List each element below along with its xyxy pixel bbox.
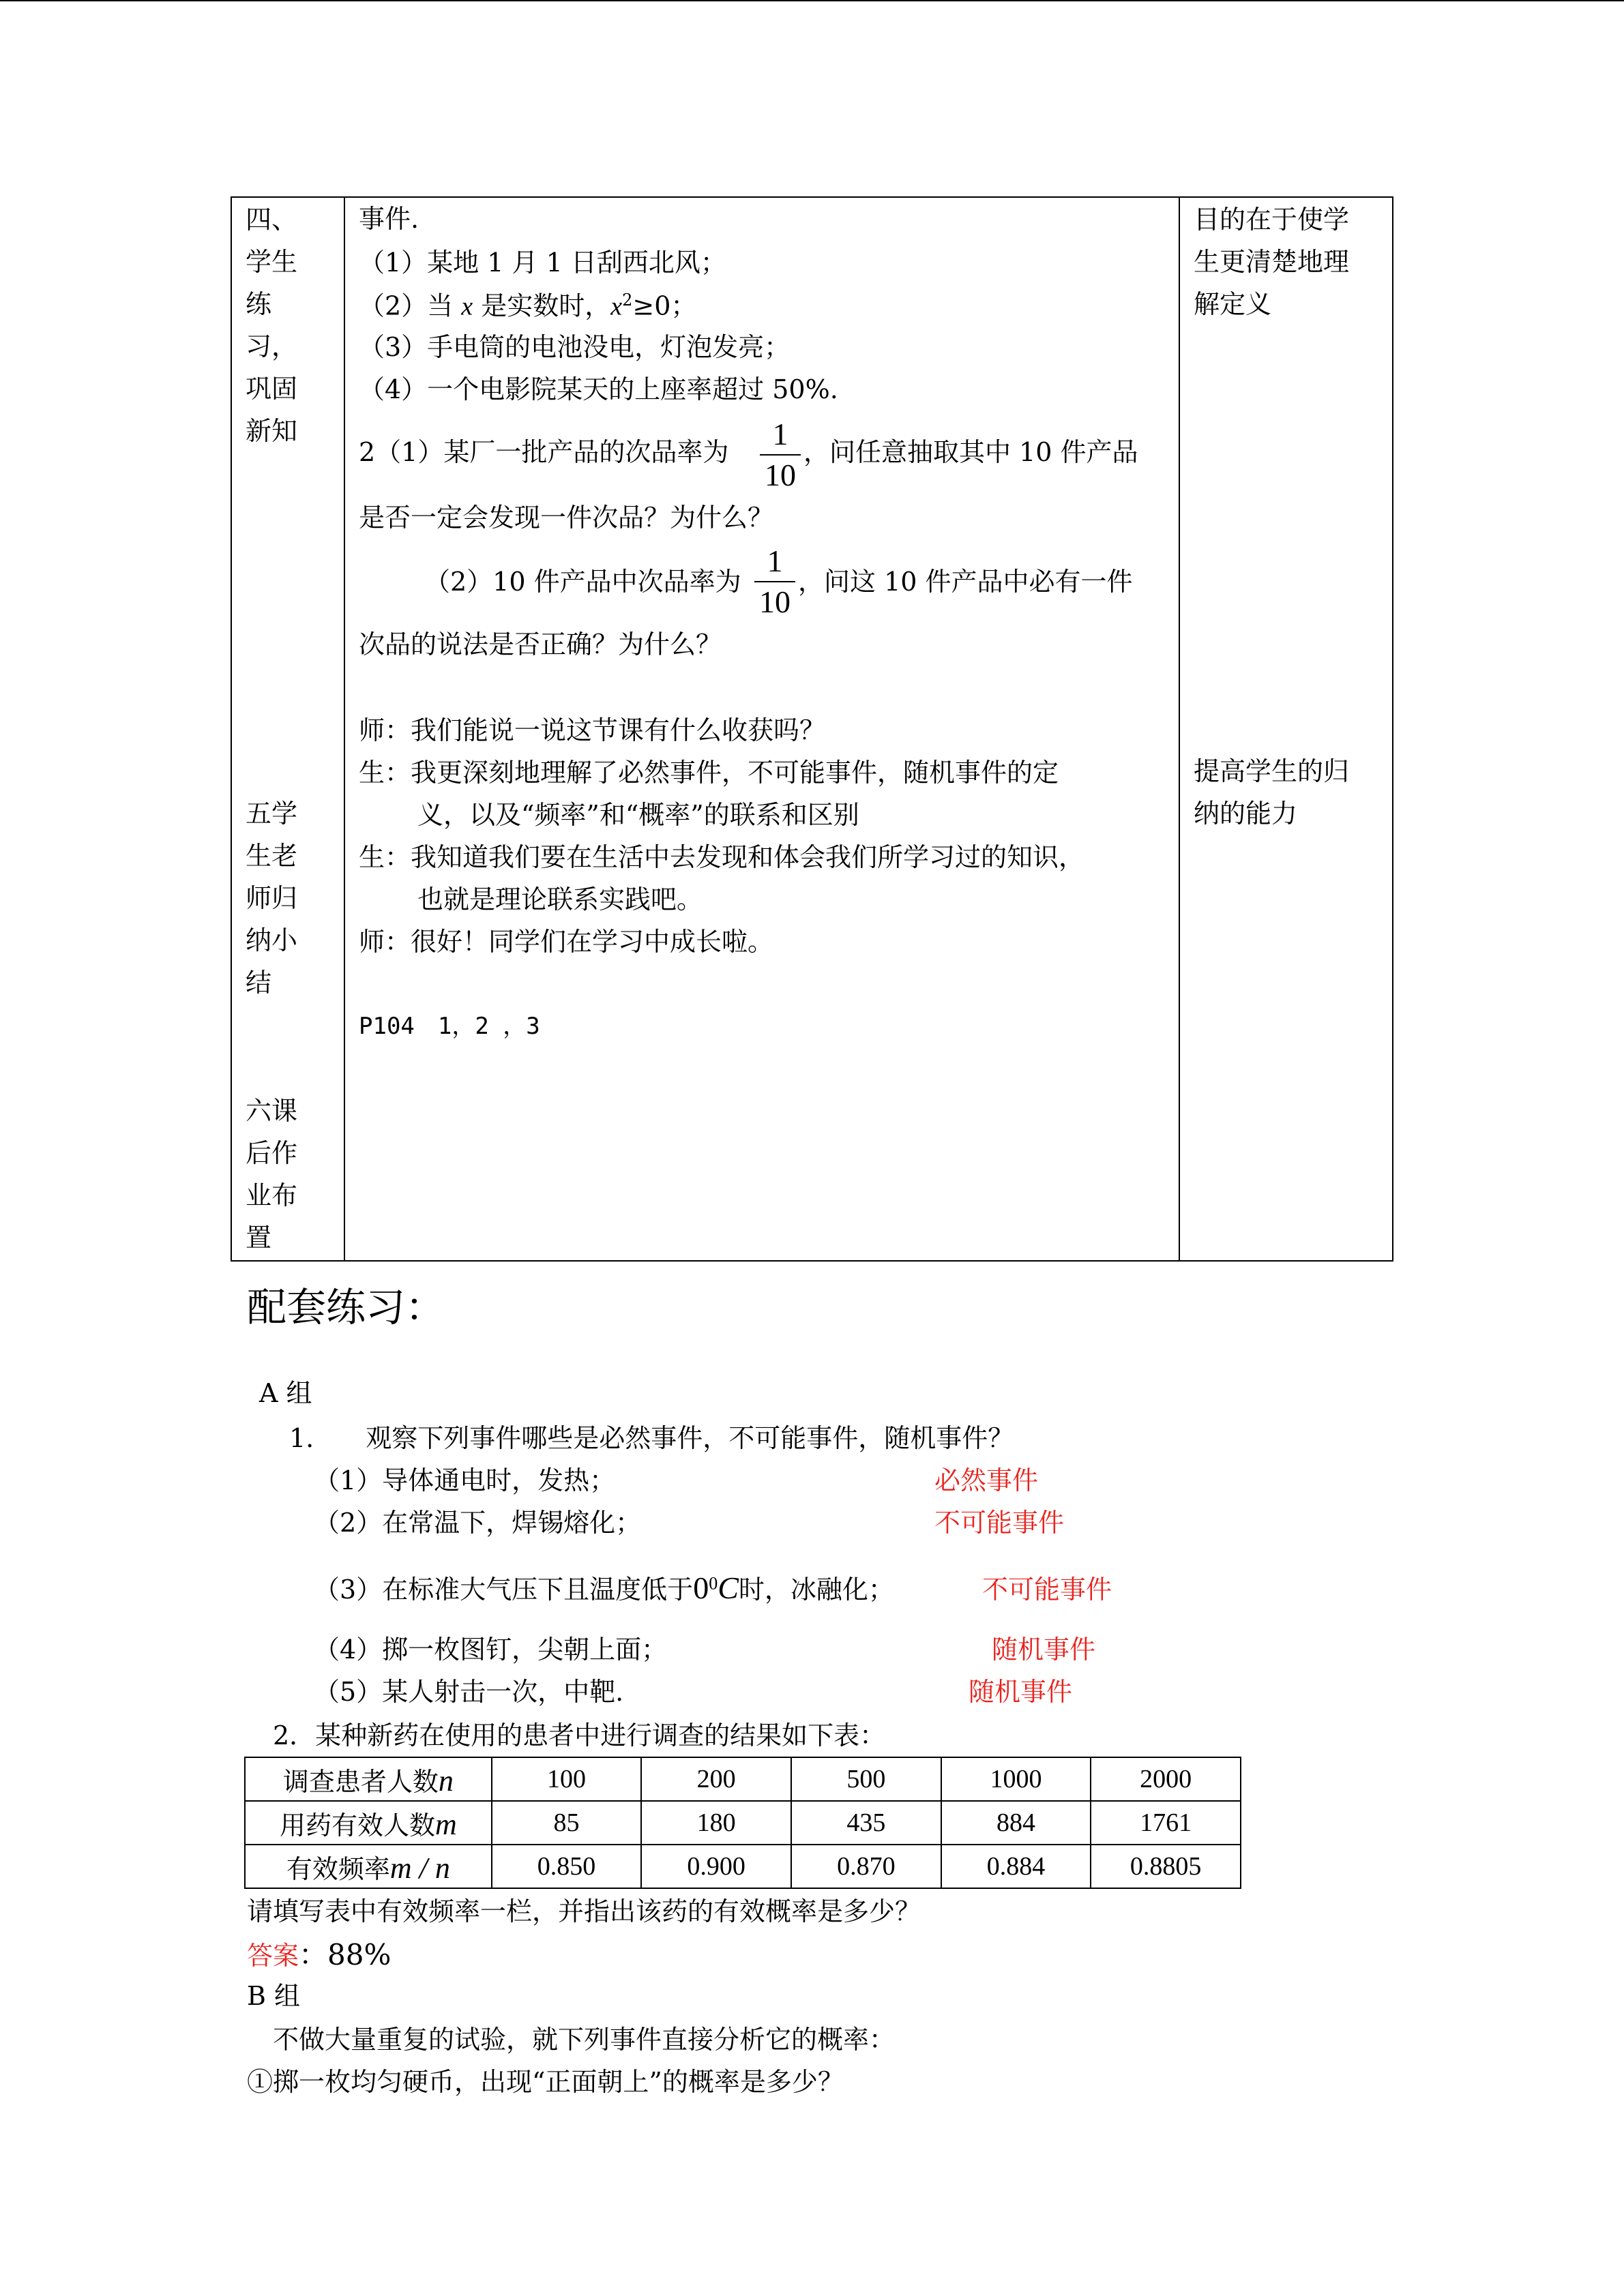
drug-survey-table bbox=[244, 1757, 1241, 1889]
section-label-line: 四、 bbox=[246, 205, 298, 235]
table-divider-1 bbox=[344, 198, 345, 1260]
math-unit-c: C bbox=[718, 1570, 739, 1605]
q1-item-5: （5）某人射击一次，中靶. bbox=[314, 1677, 624, 1707]
dialogue-student-2b: 也就是理论联系实践吧。 bbox=[417, 884, 703, 914]
row-header-label: 用药有效人数 bbox=[279, 1810, 435, 1840]
section-6-label bbox=[246, 1090, 341, 1259]
question-2-2-line2: 次品的说法是否正确？为什么？ bbox=[359, 629, 722, 659]
table-cell: 0.8805 bbox=[1091, 1845, 1241, 1888]
question-2-1-line1: 2（1）某厂一批产品的次品率为 bbox=[359, 437, 729, 467]
table-cell: 884 bbox=[941, 1801, 1091, 1845]
q1-item-3-post: 时，冰融化； bbox=[738, 1575, 894, 1605]
math-var-x: x bbox=[461, 292, 473, 321]
math-degree: 0 bbox=[709, 1573, 718, 1594]
exercise-a-question-2: 2．某种新药在使用的患者中进行调查的结果如下表： bbox=[273, 1720, 886, 1750]
section-label-line: 新知 bbox=[246, 416, 298, 446]
table-cell: 85 bbox=[492, 1801, 642, 1845]
item2-pre: （2）当 bbox=[359, 290, 462, 321]
fraction-numerator: 1 bbox=[767, 543, 783, 578]
table-cell: 0.884 bbox=[941, 1845, 1091, 1888]
table-row bbox=[245, 1801, 1241, 1845]
section-label-line: 业布 bbox=[246, 1180, 298, 1210]
section-label-line: 练 bbox=[246, 289, 272, 319]
fraction-bar bbox=[760, 454, 801, 456]
section-label-line: 五学 bbox=[246, 799, 298, 829]
section-label-line: 后作 bbox=[246, 1138, 298, 1168]
dialogue-student-2a: 生：我知道我们要在生活中去发现和体会我们所学习过的知识， bbox=[359, 842, 1085, 872]
purpose-note-line: 纳的能力 bbox=[1194, 799, 1298, 829]
content-event: 事件. bbox=[359, 204, 419, 234]
section-label-line: 师归 bbox=[246, 883, 298, 913]
table-cell: 435 bbox=[791, 1801, 941, 1845]
section-5-label bbox=[246, 792, 341, 1004]
purpose-note-2 bbox=[1194, 750, 1378, 835]
group-b-question-1: ①掷一枚均匀硬币，出现“正面朝上”的概率是多少？ bbox=[247, 2067, 844, 2097]
dialogue-teacher-2: 师：很好！同学们在学习中成长啦。 bbox=[359, 927, 774, 957]
table-row bbox=[245, 1757, 1241, 1801]
table-cell: 0.850 bbox=[492, 1845, 642, 1888]
math-var-x: x bbox=[610, 292, 623, 321]
table-cell: 1000 bbox=[941, 1757, 1091, 1801]
question-2-1-line2: 是否一定会发现一件次品？为什么？ bbox=[359, 503, 774, 533]
section-label-line: 学生 bbox=[246, 247, 298, 277]
group-b-intro: 不做大量重复的试验，就下列事件直接分析它的概率： bbox=[273, 2025, 896, 2055]
math-var: m bbox=[434, 1807, 457, 1841]
exercises-heading: 配套练习： bbox=[247, 1284, 445, 1330]
answer-value: ：88% bbox=[299, 1938, 392, 1971]
purpose-note-line: 解定义 bbox=[1194, 289, 1272, 319]
q1-answer-3: 不可能事件 bbox=[982, 1575, 1112, 1605]
q1-answer-4: 随机事件 bbox=[992, 1635, 1096, 1665]
row-header bbox=[245, 1801, 492, 1845]
question-2-1-post: ，问任意抽取其中 10 件产品 bbox=[803, 437, 1138, 467]
exercise-a-question-2-ask: 请填写表中有效频率一栏，并指出该药的有效概率是多少？ bbox=[247, 1896, 921, 1926]
fraction-1-10 bbox=[760, 419, 801, 491]
item2-mid: 是实数时， bbox=[473, 290, 611, 321]
fraction-denominator: 10 bbox=[759, 584, 791, 619]
fraction-1-10 bbox=[754, 543, 795, 619]
homework-assignment: P104 1，2 ，3 bbox=[359, 1013, 540, 1040]
page-top-border bbox=[0, 0, 1624, 1]
question-2-2-post: ，问这 10 件产品中必有一件 bbox=[798, 567, 1133, 597]
section-4-label bbox=[246, 198, 341, 452]
table-divider-2 bbox=[1179, 198, 1180, 1260]
q1-item-3-pre: （3）在标准大气压下且温度低于 bbox=[314, 1575, 694, 1605]
table-cell: 0.900 bbox=[641, 1845, 791, 1888]
exercise-a-question-1: 1. 观察下列事件哪些是必然事件，不可能事件，随机事件？ bbox=[289, 1423, 1014, 1453]
table-cell: 0.870 bbox=[791, 1845, 941, 1888]
fraction-bar bbox=[754, 581, 795, 582]
group-b-label: B 组 bbox=[247, 1981, 301, 2011]
math-var: n bbox=[438, 1763, 454, 1798]
table-cell: 1761 bbox=[1091, 1801, 1241, 1845]
table-cell: 200 bbox=[641, 1757, 791, 1801]
section-label-line: 结 bbox=[246, 968, 272, 998]
section-label-line: 六课 bbox=[246, 1096, 298, 1126]
dialogue-student-1b: 义，以及“频率”和“概率”的联系和区别 bbox=[417, 800, 859, 830]
group-a-label: A 组 bbox=[259, 1378, 312, 1408]
q1-item-4: （4）掷一枚图钉，尖朝上面； bbox=[314, 1635, 668, 1665]
q1-answer-5: 随机事件 bbox=[969, 1677, 1073, 1707]
content-item-3: （3）手电筒的电池没电，灯泡发亮； bbox=[359, 332, 791, 362]
q1-answer-2: 不可能事件 bbox=[934, 1508, 1065, 1538]
item2-post: ≥0； bbox=[632, 290, 697, 321]
q1-item-3 bbox=[314, 1572, 894, 1604]
table-cell: 2000 bbox=[1091, 1757, 1241, 1801]
table-cell: 500 bbox=[791, 1757, 941, 1801]
purpose-note-line: 目的在于使学 bbox=[1194, 205, 1350, 235]
content-item-4: （4）一个电影院某天的上座率超过 50%. bbox=[359, 374, 838, 404]
section-label-line: 习， bbox=[246, 331, 298, 361]
section-label-line: 纳小 bbox=[246, 925, 298, 955]
q1-item-1: （1）导体通电时，发热； bbox=[314, 1465, 616, 1495]
fraction-numerator: 1 bbox=[772, 417, 788, 451]
row-header bbox=[245, 1757, 492, 1801]
q1-item-2: （2）在常温下，焊锡熔化； bbox=[314, 1508, 642, 1538]
fraction-denominator: 10 bbox=[765, 458, 796, 492]
row-header-label: 有效频率 bbox=[286, 1853, 390, 1884]
content-item-2 bbox=[359, 292, 696, 320]
row-header bbox=[245, 1845, 492, 1888]
math-exponent: 2 bbox=[622, 290, 633, 310]
purpose-note-1 bbox=[1194, 198, 1378, 325]
dialogue-teacher-1: 师：我们能说一说这节课有什么收获吗？ bbox=[359, 715, 826, 745]
section-label-line: 巩固 bbox=[246, 374, 298, 404]
table-cell: 180 bbox=[641, 1801, 791, 1845]
purpose-note-line: 提高学生的归 bbox=[1194, 756, 1350, 786]
q1-answer-1: 必然事件 bbox=[934, 1465, 1039, 1495]
row-header-label: 调查患者人数 bbox=[282, 1766, 439, 1797]
answer-line bbox=[247, 1938, 392, 1971]
content-item-1: （1）某地 1 月 1 日刮西北风； bbox=[359, 248, 726, 278]
answer-label: 答案 bbox=[247, 1941, 299, 1971]
section-label-line: 生老 bbox=[246, 841, 298, 871]
math-temperature: 0 bbox=[693, 1570, 709, 1605]
math-var: m / n bbox=[389, 1851, 450, 1885]
table-cell: 100 bbox=[492, 1757, 642, 1801]
question-2-2-line1: （2）10 件产品中次品率为 bbox=[424, 567, 741, 597]
purpose-note-line: 生更清楚地理 bbox=[1194, 247, 1350, 277]
table-row bbox=[245, 1845, 1241, 1888]
dialogue-student-1a: 生：我更深刻地理解了必然事件，不可能事件，随机事件的定 bbox=[359, 758, 1059, 788]
section-label-line: 置 bbox=[246, 1223, 272, 1253]
